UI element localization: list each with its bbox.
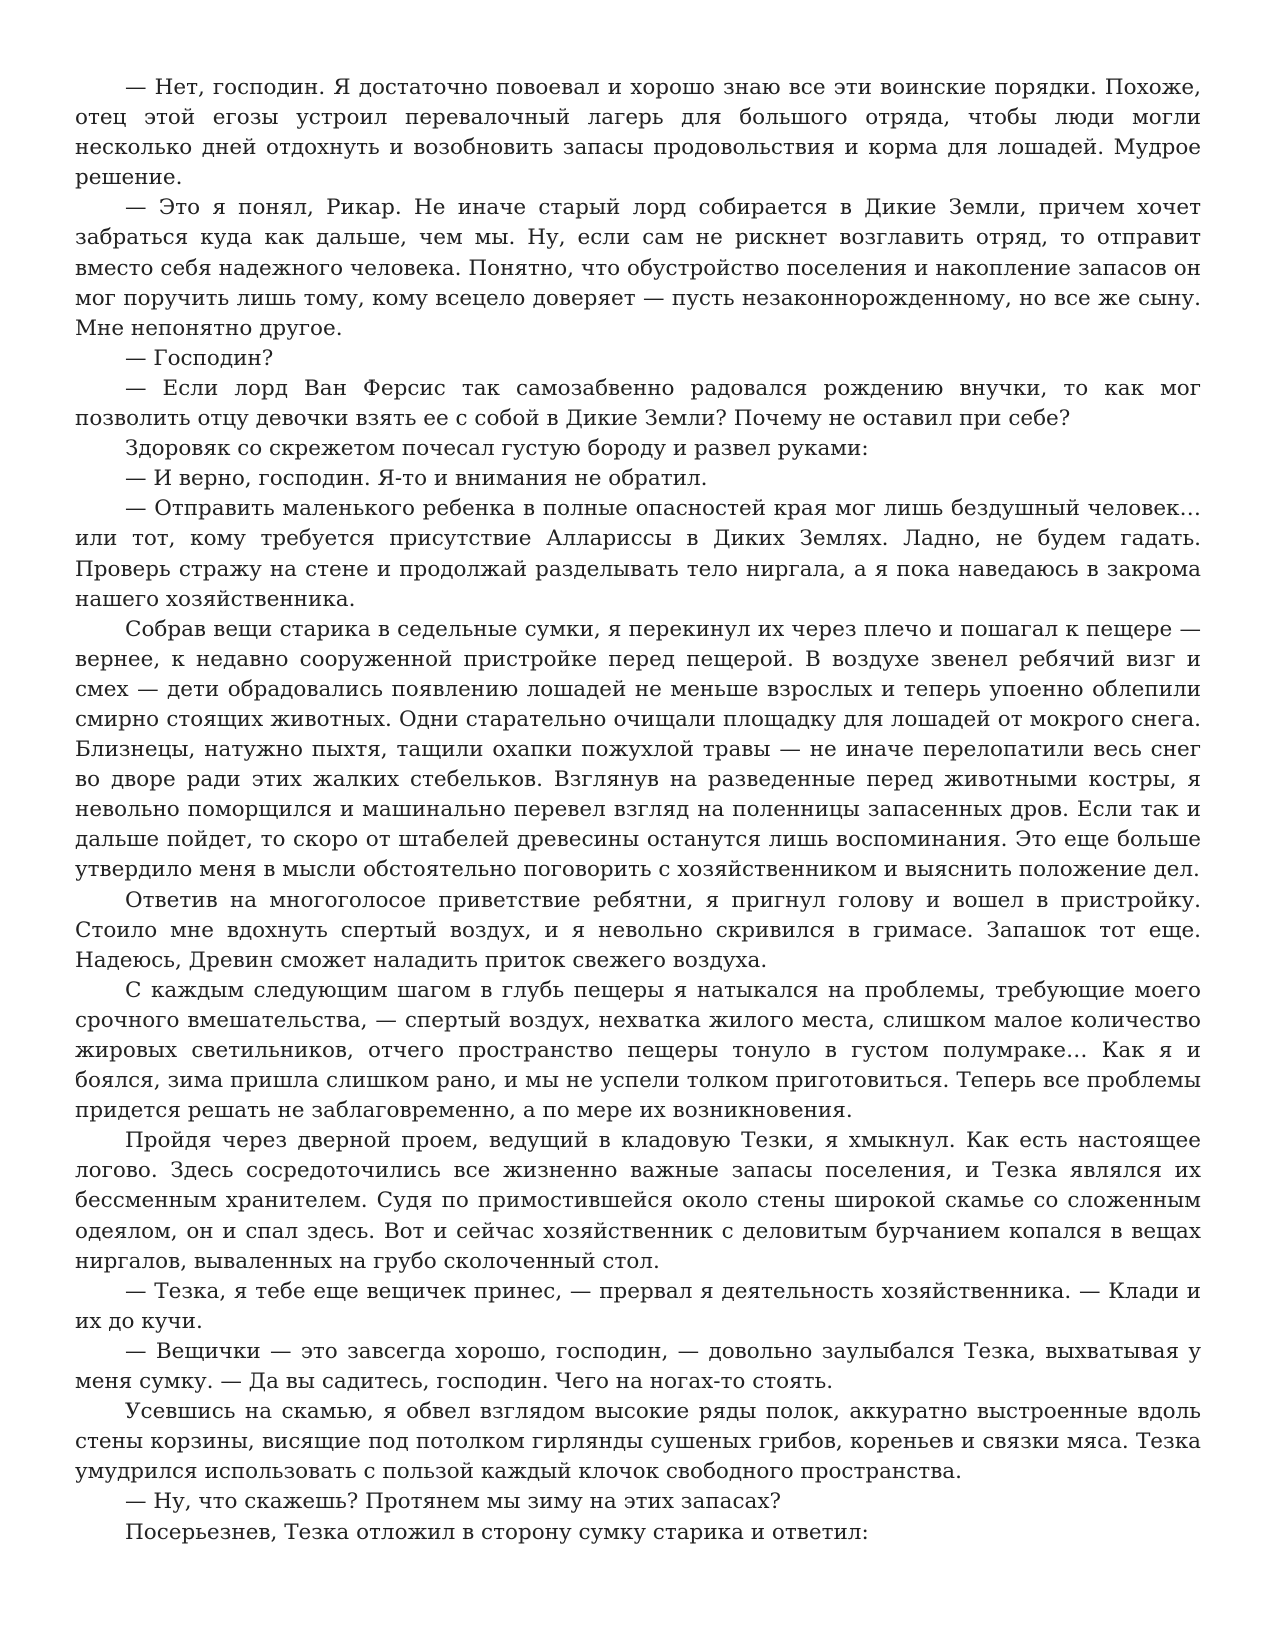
paragraph: Собрав вещи старика в седельные сумки, я перекинул их через плечо и пошагал к пещере — вернее, к недавно сооруженной пристройке перед пещерой. В воздухе звенел ребячий визг и смех — дети обрадовались появлению лошадей не меньше взрослых и теперь упоенно облепили смирно стоящих животных. Одни старательно очищали площадку для лошадей от мокрого снега. Близнецы, натужно пыхтя, тащили охапки пожухлой травы — не иначе перелопатили весь снег во дворе ради этих жалких стебельков. Взглянув на разведенные перед животными костры, я невольно поморщился и машинально перевел взгляд на поленницы запасенных дров. Если так и дальше пойдет, то скоро от штабелей древесины останутся лишь воспоминания. Это еще больше утвердило меня в мысли обстоятельно поговорить с хозяйственником и выяснить положение дел.: [75, 616, 1201, 883]
paragraph: С каждым следующим шагом в глубь пещеры я натыкался на проблемы, требующие моего срочного вмешательства, — спертый воздух, нехватка жилого места, слишком малое количество жировых светильников, отчего пространство пещеры тонуло в густом полумраке… Как я и боялся, зима пришла слишком рано, и мы не успели толком приготовиться. Теперь все проблемы придется решать не заблаговременно, а по мере их возникновения.: [75, 977, 1201, 1124]
paragraph: — Отправить маленького ребенка в полные опасностей края мог лишь бездушный человек… или тот, кому требуется присутствие Алларисcы в Диких Землях. Ладно, не будем гадать. Проверь стражу на стене и продолжай разделывать тело ниргала, а я пока наведаюсь в закрома нашего хозяйственника.: [75, 496, 1201, 612]
paragraph: — Это я понял, Рикар. Не иначе старый лорд собирается в Дикие Земли, причем хочет забраться куда как дальше, чем мы. Ну, если сам не рискнет возглавить отряд, то отправит вместо себя надежного человека. Понятно, что обустройство поселения и накопление запасов он мог поручить лишь тому, кому всецело доверяет — пусть незаконнорожденному, но все же сыну. Мне непонятно другое.: [75, 195, 1201, 341]
paragraph: — Господин?: [125, 345, 274, 371]
paragraph: — Вещички — это завсегда хорошо, господин, — довольно заулыбался Тезка, выхватывая у меня сумку. — Да вы садитесь, господин. Чего на ногах-то стоять.: [75, 1338, 1201, 1395]
paragraph: Ответив на многоголосое приветствие ребятни, я пригнул голову и вошел в пристройку. Стоило мне вдохнуть спертый воздух, и я невольно скривился в гримасе. Запашок тот еще. Надеюсь, Древин сможет наладить приток свежего воздуха.: [75, 887, 1201, 973]
paragraph: — И верно, господин. Я-то и внимания не обратил.: [125, 466, 708, 492]
page-text: [75, 73, 1201, 1548]
paragraph: Здоровяк со скрежетом почесал густую бороду и развел руками:: [125, 436, 869, 462]
paragraph: Усевшись на скамью, я обвел взглядом высокие ряды полок, аккуратно выстроенные вдоль стены корзины, висящие под потолком гирлянды сушеных грибов, кореньев и связки мяса. Тезка умудрился использовать с пользой каждый клочок свободного пространства.: [75, 1399, 1201, 1485]
paragraph: — Нет, господин. Я достаточно повоевал и хорошо знаю все эти воинские порядки. Похоже, отец этой егозы устроил перевалочный лагерь для большого отряда, чтобы люди могли несколько дней отдохнуть и возобновить запасы продовольствия и корма для лошадей. Мудрое решение.: [75, 75, 1201, 191]
paragraph: Пройдя через дверной проем, ведущий в кладовую Тезки, я хмыкнул. Как есть настоящее логово. Здесь сосредоточились все жизненно важные запасы поселения, и Тезка являлся их бессменным хранителем. Судя по примостившейся около стены широкой скамье со сложенным одеялом, он и спал здесь. Вот и сейчас хозяйственник с деловитым бурчанием копался в вещах ниргалов, вываленных на грубо сколоченный стол.: [75, 1128, 1201, 1274]
paragraph: Посерьезнев, Тезка отложил в сторону сумку старика и ответил:: [125, 1519, 869, 1545]
paragraph: — Ну, что скажешь? Протянем мы зиму на этих запасах?: [125, 1489, 782, 1515]
paragraph: — Тезка, я тебе еще вещичек принес, — прервал я деятельность хозяйственника. — Клади и их до кучи.: [75, 1278, 1201, 1334]
paragraph: — Если лорд Ван Ферсис так самозабвенно радовался рождению внучки, то как мог позволить отцу девочки взять ее с собой в Дикие Земли? Почему не оставил при себе?: [75, 375, 1201, 432]
